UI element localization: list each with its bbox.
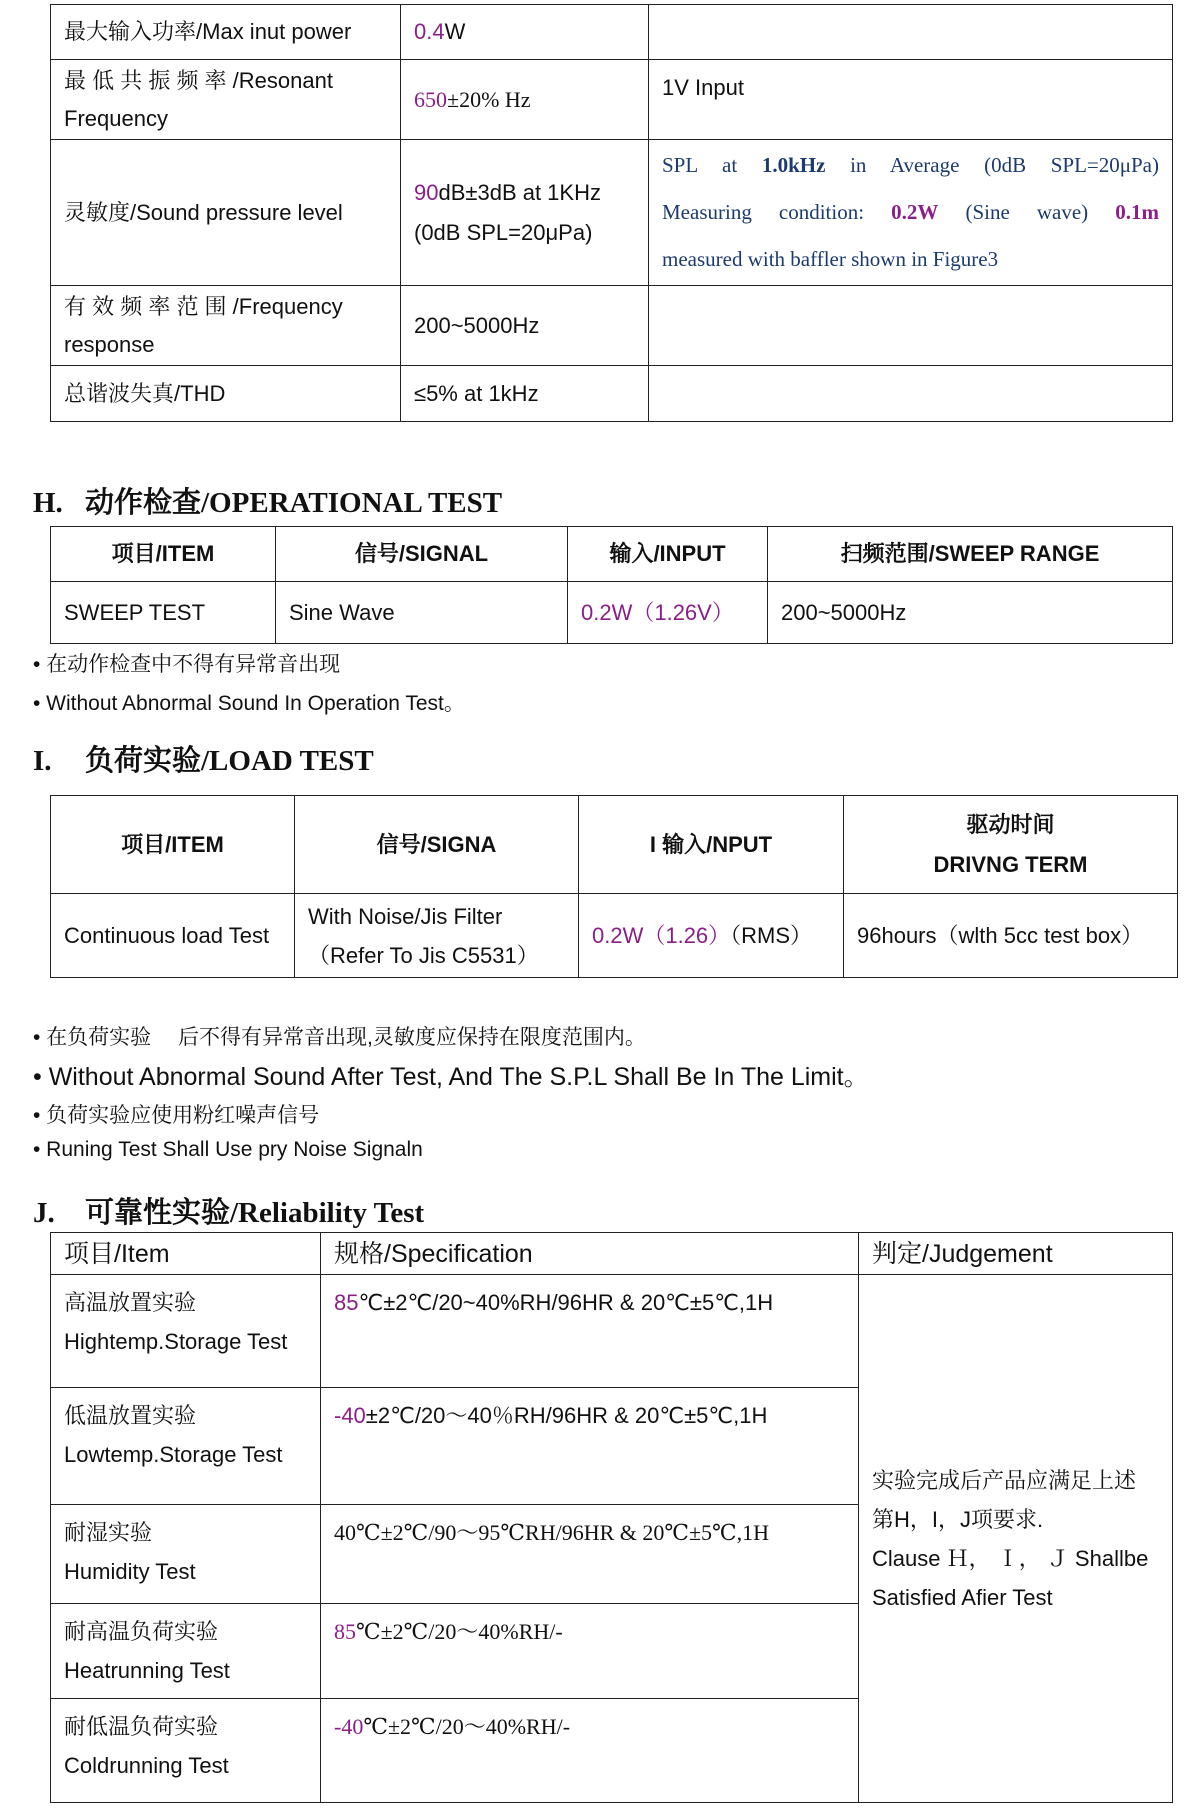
- header-input: I 输入/NPUT: [579, 796, 844, 894]
- spec-note: [649, 5, 1173, 60]
- header-input: 输入/INPUT: [568, 527, 768, 582]
- header-item: 项目/Item: [51, 1233, 321, 1275]
- spec-note: [649, 286, 1173, 366]
- section-i-title: I. 负荷实验/LOAD TEST: [33, 745, 374, 777]
- spec-value: 200~5000Hz: [401, 286, 649, 366]
- cell-spec: 85℃±2℃/20～40%RH/-: [321, 1604, 859, 1699]
- header-item: 项目/ITEM: [51, 796, 295, 894]
- reliability-test-table: [50, 1232, 1173, 1803]
- note-line: • 在负荷实验 后不得有异常音出现,灵敏度应保持在限度范围内。: [33, 1026, 646, 1049]
- spec-value: 0.4W: [401, 5, 649, 60]
- cell-spec: 40℃±2℃/90～95℃RH/96HR & 20℃±5℃,1H: [321, 1505, 859, 1604]
- cell-signal: With Noise/Jis Filter （Refer To Jis C5531）: [295, 894, 579, 978]
- spec-value: 90dB±3dB at 1KHz (0dB SPL=20μPa): [401, 140, 649, 286]
- cell-input: 0.2W（1.26V）: [568, 582, 768, 644]
- table-header-row: [51, 1233, 1173, 1275]
- cell-item: 低温放置实验 Lowtemp.Storage Test: [51, 1388, 321, 1505]
- table-header-row: [51, 527, 1173, 582]
- operational-test-table: [50, 526, 1173, 644]
- cell-judgement: 实验完成后产品应满足上述 第H，I，J项要求. Clause Ｈ， Ｉ， Ｊ Shallbe Satisfied Afier Test: [859, 1275, 1173, 1803]
- note-line: • 负荷实验应使用粉红噪声信号: [33, 1104, 320, 1127]
- spec-value: 650±20% Hz: [401, 60, 649, 140]
- note-line: • Without Abnormal Sound In Operation Test。: [33, 692, 465, 715]
- cell-driving-term: 96hours（wlth 5cc test box）: [844, 894, 1178, 978]
- cell-spec: 85℃±2℃/20~40%RH/96HR & 20℃±5℃,1H: [321, 1275, 859, 1388]
- cell-item: Continuous load Test: [51, 894, 295, 978]
- header-signal: 信号/SIGNA: [295, 796, 579, 894]
- spec-label: 最大输入功率/Max inut power: [51, 5, 401, 60]
- header-driving-term: 驱动时间 DRIVNG TERM: [844, 796, 1178, 894]
- header-judgement: 判定/Judgement: [859, 1233, 1173, 1275]
- section-h-title: H. 动作检查/OPERATIONAL TEST: [33, 487, 503, 519]
- cell-item: 耐低温负荷实验 Coldrunning Test: [51, 1699, 321, 1803]
- cell-signal: Sine Wave: [276, 582, 568, 644]
- spec-value: ≤5% at 1kHz: [401, 366, 649, 422]
- table-row: [51, 1275, 1173, 1388]
- cell-spec: -40℃±2℃/20～40%RH/-: [321, 1699, 859, 1803]
- table-row: [51, 5, 1173, 60]
- cell-item: 高温放置实验 Hightemp.Storage Test: [51, 1275, 321, 1388]
- spec-table: [50, 4, 1173, 422]
- table-row: [51, 366, 1173, 422]
- cell-item: 耐湿实验 Humidity Test: [51, 1505, 321, 1604]
- header-specification: 规格/Specification: [321, 1233, 859, 1275]
- note-line: • Without Abnormal Sound After Test, And The S.P.L Shall Be In The Limit。: [33, 1063, 869, 1091]
- cell-item: SWEEP TEST: [51, 582, 276, 644]
- header-item: 项目/ITEM: [51, 527, 276, 582]
- spec-note: [649, 366, 1173, 422]
- spec-note: 1V Input: [649, 60, 1173, 140]
- header-sweep-range: 扫频范围/SWEEP RANGE: [768, 527, 1173, 582]
- table-row: [51, 60, 1173, 140]
- note-line: • Runing Test Shall Use pry Noise Signaln: [33, 1138, 423, 1161]
- table-row: [51, 140, 1173, 286]
- cell-item: 耐高温负荷实验 Heatrunning Test: [51, 1604, 321, 1699]
- spec-label: 最 低 共 振 频 率 /Resonant Frequency: [51, 60, 401, 140]
- table-header-row: [51, 796, 1178, 894]
- spec-label: 有 效 频 率 范 围 /Frequency response: [51, 286, 401, 366]
- spl-note: SPL at 1.0kHz in Average (0dB SPL=20μPa) Measuring condition: 0.2W (Sine wave) 0.1m measured with baffler shown in Figure3: [649, 140, 1173, 286]
- header-signal: 信号/SIGNAL: [276, 527, 568, 582]
- table-row: [51, 286, 1173, 366]
- table-row: [51, 894, 1178, 978]
- cell-input: 0.2W（1.26）（RMS）: [579, 894, 844, 978]
- load-test-table: [50, 795, 1178, 978]
- spec-label: 灵敏度/Sound pressure level: [51, 140, 401, 286]
- note-line: • 在动作检查中不得有异常音出现: [33, 653, 341, 676]
- section-j-title: J. 可靠性实验/Reliability Test: [33, 1197, 425, 1229]
- cell-sweep-range: 200~5000Hz: [768, 582, 1173, 644]
- cell-spec: -40±2℃/20～40％RH/96HR & 20℃±5℃,1H: [321, 1388, 859, 1505]
- spec-label: 总谐波失真/THD: [51, 366, 401, 422]
- table-row: [51, 582, 1173, 644]
